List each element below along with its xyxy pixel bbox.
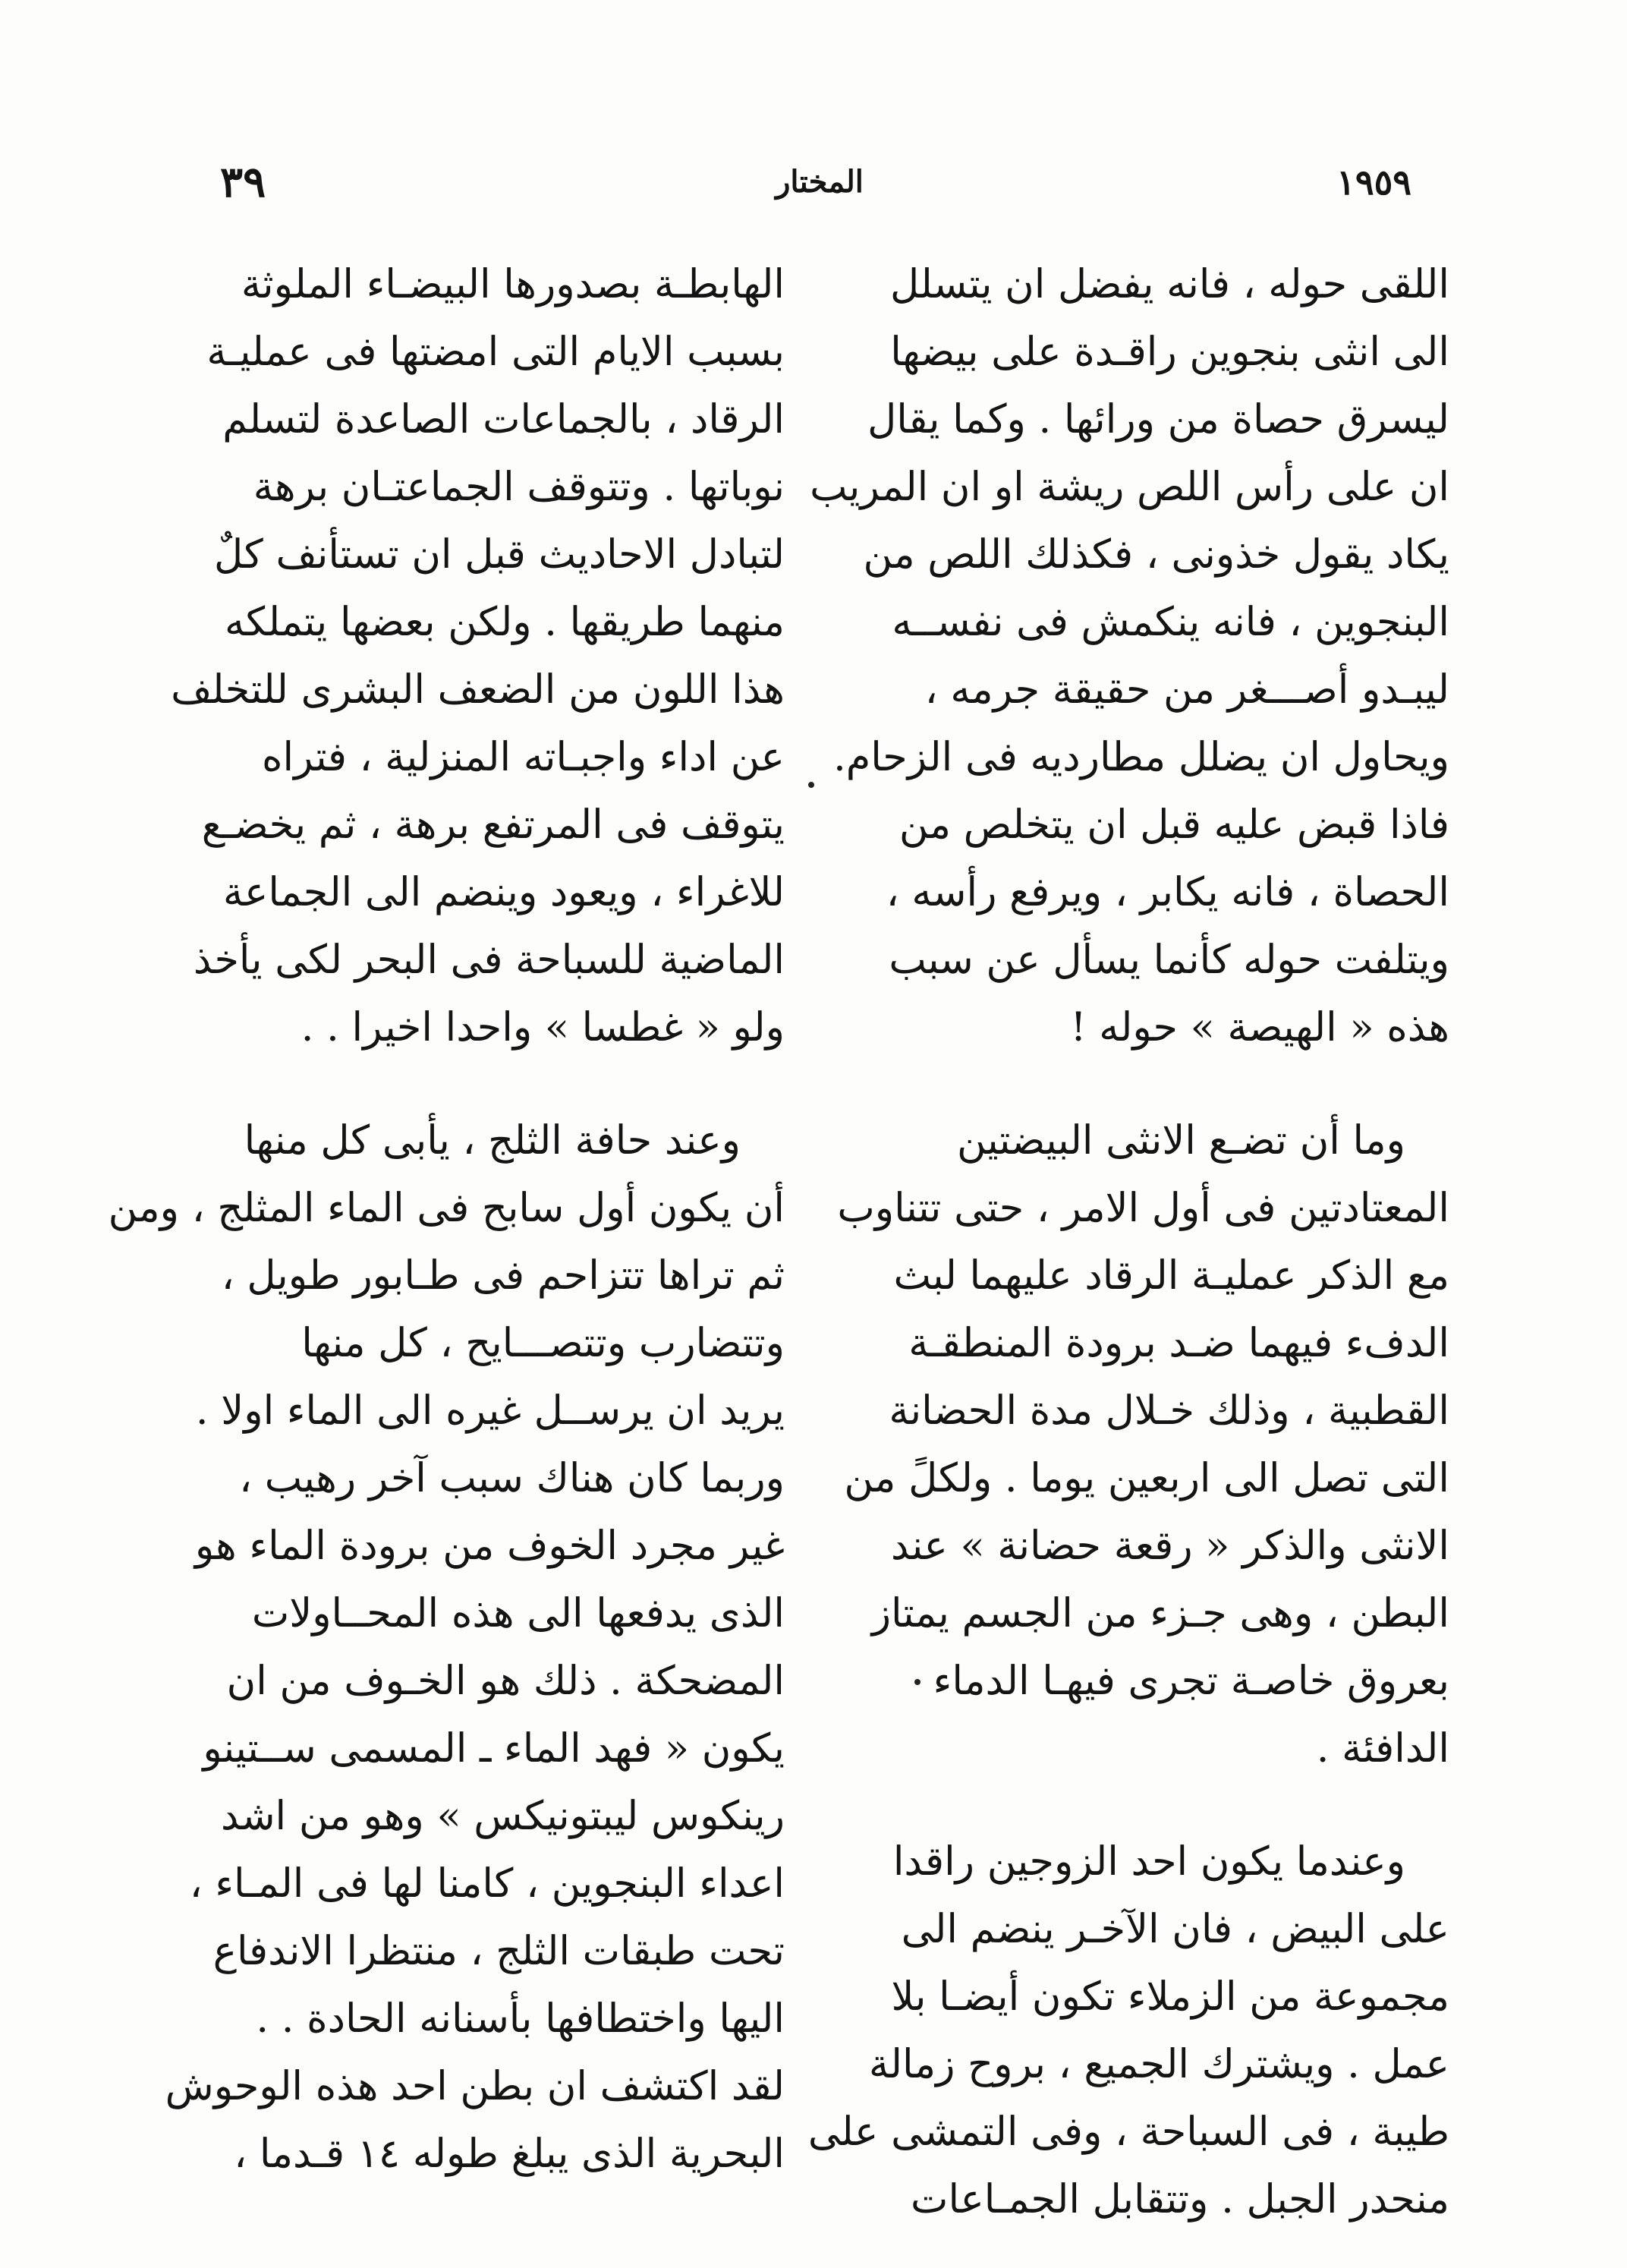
text-line: ان على رأس اللص ريشة او ان المريب (810, 464, 1449, 510)
text-line: الدفء فيهما ضـد برودة المنطقـة (908, 1320, 1449, 1366)
paragraph (108, 1107, 785, 2188)
paragraph (807, 1828, 1449, 2233)
text-line: يتوقف فى المرتفع برهة ، ثم يخضـع (201, 802, 785, 848)
text-line: اللقى حوله ، فانه يفضل ان يتسلل (890, 261, 1449, 307)
text-line: الحصاة ، فانه يكابر ، ويرفع رأسه ، (886, 869, 1449, 915)
text-line: ويتلفت حوله كأنما يسأل عن سبب (889, 937, 1449, 983)
text-line: اليها واختطافها بأسنانه الحادة . . (256, 1996, 785, 2042)
right-column (807, 250, 1449, 2233)
text-line: هذا اللون من الضعف البشرى للتخلف (171, 666, 785, 713)
text-line: اعداء البنجوين ، كامنا لها فى المـاء ، (189, 1860, 785, 1907)
text-line: للاغراء ، ويعود وينضم الى الجماعة (222, 869, 785, 915)
text-line: وتتضارب وتتصـــايح ، كل منها (301, 1320, 785, 1366)
issue-year: ١٩٥٩ (1336, 162, 1411, 203)
left-column (108, 250, 785, 2188)
text-line: الانثى والذكر « رقعة حضانة » عند (891, 1523, 1449, 1569)
paragraph (832, 1107, 1449, 1782)
text-line: تحت طبقات الثلج ، منتظرا الاندفاع (212, 1928, 785, 1974)
text-line: الهابطـة بصدورها البيضـاء الملوثة (241, 261, 785, 307)
text-line: عن اداء واجبـاته المنزلية ، فتراه (261, 734, 785, 780)
text-line: الى انثى بنجوين راقـدة على بيضها (890, 329, 1449, 375)
text-line: غير مجرد الخوف من برودة الماء هو (194, 1523, 785, 1569)
text-line: الذى يدفعها الى هذه المحــاولات (251, 1590, 785, 1636)
text-line: القطبية ، وذلك خـلال مدة الحضانة (889, 1388, 1449, 1434)
text-line: ليسرق حصاة من ورائها . وكما يقال (867, 396, 1449, 443)
text-line: البنجوين ، فانه ينكمش فى نفســه (892, 599, 1449, 645)
text-line: لقد اكتشف ان بطن احد هذه الوحوش (165, 2063, 785, 2109)
scan-speck (808, 782, 814, 788)
paragraph (810, 250, 1449, 1061)
text-line: منهما طريقها . ولكن بعضها يتملكه (224, 599, 785, 645)
text-line: المضحكة . ذلك هو الخـوف من ان (226, 1658, 785, 1704)
text-line: لتبادل الاحاديث قبل ان تستأنف كلٌ (214, 531, 785, 578)
text-line: ليبـدو أصـــغر من حقيقة جرمه ، (924, 666, 1449, 713)
text-line: الدافئة . (1316, 1725, 1449, 1772)
text-line: البطن ، وهى جـزء من الجسم يمتاز (871, 1590, 1449, 1636)
text-line: وعند حافة الثلج ، يأبى كل منها (244, 1117, 741, 1164)
text-line: البحرية الذى يبلغ طوله ١٤ قـدما ، (234, 2131, 785, 2177)
text-line: الرقاد ، بالجماعات الصاعدة لتسلم (222, 396, 785, 443)
text-line: يريد ان يرســل غيره الى الماء اولا . (195, 1388, 785, 1434)
text-line: ويحاول ان يضلل مطارديه فى الزحام. (833, 734, 1449, 780)
page-header (205, 152, 1434, 213)
text-line: مجموعة من الزملاء تكون أيضـا بلا (891, 1973, 1449, 2020)
text-line: ولو « غطسا » واحدا اخيرا . . (301, 1004, 785, 1051)
page-number: ٣٩ (220, 157, 266, 207)
text-line: التى تصل الى اربعين يوما . ولكلً من (844, 1455, 1449, 1501)
text-line: بسبب الايام التى امضتها فى عمليـة (206, 329, 785, 375)
text-line: طيبة ، فى السباحة ، وفى التمشى على (807, 2109, 1449, 2155)
scan-speck (914, 1679, 920, 1685)
text-line: منحدر الجبل . وتتقابل الجمـاعات (911, 2176, 1449, 2222)
running-title: المختار (776, 164, 864, 200)
text-line: يكون « فهد الماء ـ المسمى ســتينو (203, 1725, 785, 1772)
text-line: رينكوس ليبتونيكس » وهو من اشد (221, 1793, 785, 1839)
text-line: هذه « الهيصة » حوله ! (1070, 1004, 1449, 1051)
text-line: فاذا قبض عليه قبل ان يتخلص من (898, 802, 1449, 848)
text-line: ثم تراها تتزاحم فى طـابور طويل ، (221, 1252, 785, 1299)
text-line: نوباتها . وتتوقف الجماعتـان برهة (253, 464, 785, 510)
text-line: عمل . ويشترك الجميع ، بروح زمالة (868, 2041, 1449, 2087)
text-line: وما أن تضـع الانثى البيضتين (956, 1117, 1405, 1164)
text-line: على البيض ، فان الآخـر ينضم الى (901, 1906, 1449, 1952)
text-line: الماضية للسباحة فى البحر لكى يأخذ (193, 937, 785, 983)
paragraph (171, 250, 785, 1061)
text-line: المعتادتين فى أول الامر ، حتى تتناوب (837, 1185, 1449, 1231)
text-line: بعروق خاصـة تجرى فيهـا الدماء (933, 1658, 1449, 1704)
text-line: أن يكون أول سابح فى الماء المثلج ، ومن (108, 1185, 785, 1231)
text-line: وربما كان هناك سبب آخر رهيب ، (239, 1455, 785, 1501)
text-line: يكاد يقول خذونى ، فكذلك اللص من (863, 531, 1449, 578)
text-line: وعندما يكون احد الزوجين راقدا (892, 1838, 1405, 1885)
text-line: مع الذكر عمليـة الرقاد عليهما لبث (893, 1252, 1449, 1299)
